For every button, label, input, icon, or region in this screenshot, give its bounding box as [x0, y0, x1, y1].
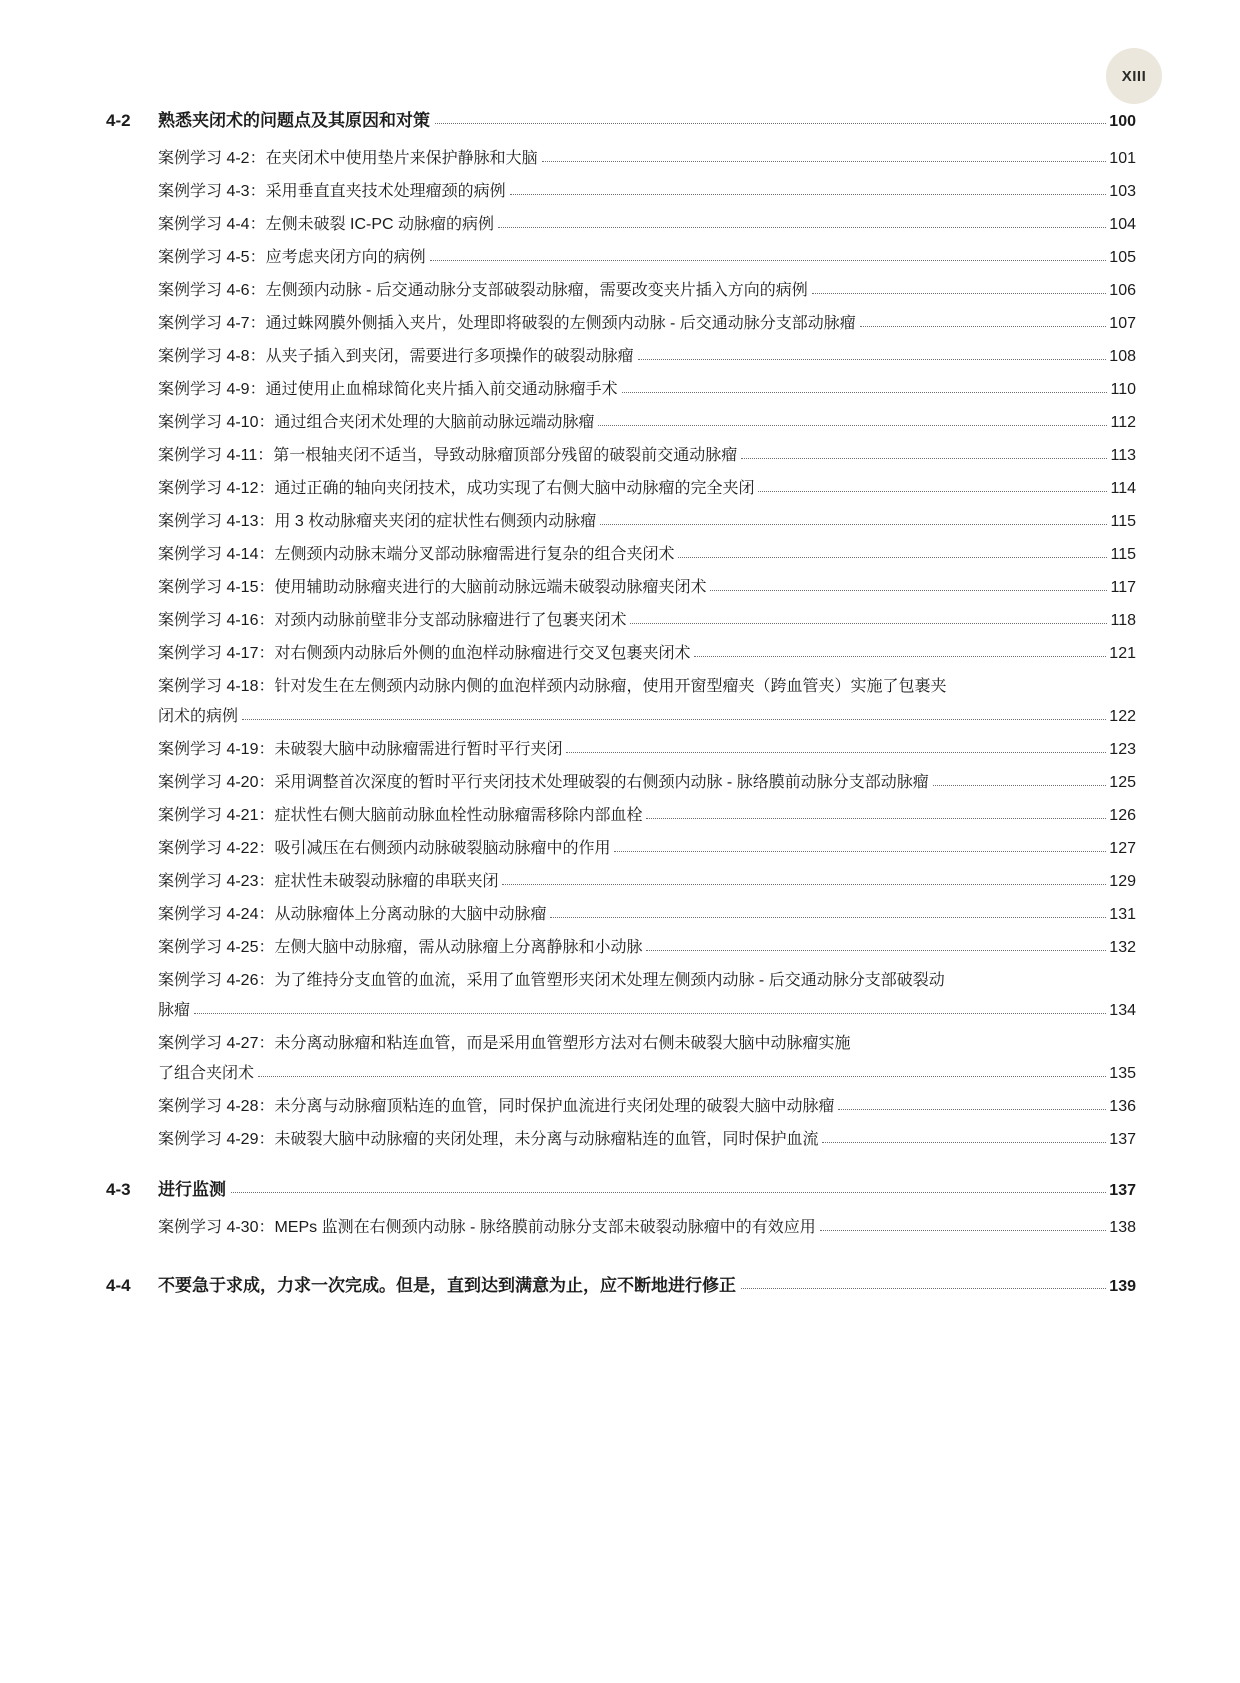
dot-leader [242, 718, 1106, 720]
entry-page-number: 115 [1110, 546, 1136, 563]
entry-label: 案例学习 4-9：通过使用止血棉球简化夹片插入前交通动脉瘤手术 [158, 381, 618, 398]
dot-leader [502, 883, 1106, 885]
toc-entry[interactable] [158, 802, 1136, 825]
toc-entry[interactable] [158, 1030, 1136, 1083]
entry-label: 案例学习 4-3：采用垂直直夹技术处理瘤颈的病例 [158, 183, 506, 200]
toc-entry[interactable] [158, 376, 1136, 399]
entry-label-line2: 脉瘤 [158, 1002, 191, 1019]
entry-label: 案例学习 4-14：左侧颈内动脉末端分叉部动脉瘤需进行复杂的组合夹闭术 [158, 546, 675, 563]
dot-leader [600, 523, 1107, 525]
toc-entry[interactable] [158, 835, 1136, 858]
entry-label-line1: 案例学习 4-26：为了维持分支血管的血流，采用了血管塑形夹闭术处理左侧颈内动脉 - 后交通动脉分支部破裂动 [158, 972, 945, 989]
entry-label: 案例学习 4-23：症状性未破裂动脉瘤的串联夹闭 [158, 873, 499, 890]
toc-entry[interactable] [158, 145, 1136, 168]
dot-leader [510, 193, 1107, 195]
entry-page-number: 126 [1109, 807, 1136, 824]
entry-page-number: 104 [1109, 216, 1136, 233]
section-title: 熟悉夹闭术的问题点及其原因和对策 [158, 111, 430, 130]
toc-entry[interactable] [158, 736, 1136, 759]
dot-leader [614, 850, 1106, 852]
toc-entry[interactable] [158, 934, 1136, 957]
dot-leader [498, 226, 1106, 228]
entry-page-number: 103 [1109, 183, 1136, 200]
entry-page-number: 107 [1109, 315, 1136, 332]
entry-label: 案例学习 4-4：左侧未破裂 IC-PC 动脉瘤的病例 [158, 216, 495, 233]
entry-page-number: 137 [1109, 1131, 1136, 1148]
section-page-number: 137 [1109, 1182, 1136, 1199]
entry-page-number: 122 [1109, 708, 1136, 725]
section-number: 4-3 [106, 1180, 131, 1199]
entry-page-number: 132 [1109, 939, 1136, 956]
entry-label: 案例学习 4-17：对右侧颈内动脉后外侧的血泡样动脉瘤进行交叉包裹夹闭术 [158, 645, 691, 662]
dot-leader [630, 622, 1107, 624]
entry-label: 案例学习 4-25：左侧大脑中动脉瘤，需从动脉瘤上分离静脉和小动脉 [158, 939, 643, 956]
entry-page-number: 127 [1109, 840, 1136, 857]
entry-label: 案例学习 4-21：症状性右侧大脑前动脉血栓性动脉瘤需移除内部血栓 [158, 807, 643, 824]
dot-leader [430, 259, 1107, 261]
toc-entry[interactable] [158, 1214, 1136, 1237]
entry-label: 案例学习 4-19：未破裂大脑中动脉瘤需进行暂时平行夹闭 [158, 741, 563, 758]
toc-entry[interactable] [158, 442, 1136, 465]
dot-leader [838, 1108, 1106, 1110]
toc-section-4-2[interactable] [106, 106, 1136, 131]
dot-leader [550, 916, 1106, 918]
toc-section-4-4[interactable] [106, 1271, 1136, 1296]
entry-page-number: 105 [1109, 249, 1136, 266]
toc-entry[interactable] [158, 868, 1136, 891]
toc-entry[interactable] [158, 673, 1136, 726]
entry-label: 案例学习 4-13：用 3 枚动脉瘤夹夹闭的症状性右侧颈内动脉瘤 [158, 513, 597, 530]
section-page-number: 139 [1109, 1278, 1136, 1295]
entry-label: 案例学习 4-2：在夹闭术中使用垫片来保护静脉和大脑 [158, 150, 538, 167]
dot-leader [646, 817, 1106, 819]
entry-label: 案例学习 4-29：未破裂大脑中动脉瘤的夹闭处理，未分离与动脉瘤粘连的血管，同时保护血流 [158, 1131, 819, 1148]
toc-section-4-3[interactable] [106, 1175, 1136, 1200]
toc-entry[interactable] [158, 1093, 1136, 1116]
toc-entry[interactable] [158, 178, 1136, 201]
page-number-badge: XIII [1106, 48, 1162, 104]
dot-leader [758, 490, 1107, 492]
entry-page-number: 106 [1109, 282, 1136, 299]
entry-page-number: 112 [1110, 414, 1136, 431]
toc-entry[interactable] [158, 409, 1136, 432]
entry-label: 案例学习 4-22：吸引减压在右侧颈内动脉破裂脑动脉瘤中的作用 [158, 840, 611, 857]
dot-leader [694, 655, 1106, 657]
entry-page-number: 117 [1110, 579, 1136, 596]
toc-entry[interactable] [158, 343, 1136, 366]
entry-page-number: 131 [1109, 906, 1136, 923]
entry-label-line2: 闭术的病例 [158, 708, 239, 725]
dot-leader [258, 1075, 1106, 1077]
entry-page-number: 118 [1110, 612, 1136, 629]
section-title: 进行监测 [158, 1180, 226, 1199]
entry-label: 案例学习 4-24：从动脉瘤体上分离动脉的大脑中动脉瘤 [158, 906, 547, 923]
dot-leader [194, 1012, 1106, 1014]
dot-leader [231, 1191, 1106, 1193]
dot-leader [646, 949, 1106, 951]
section-number: 4-2 [106, 111, 131, 130]
toc-entry[interactable] [158, 475, 1136, 498]
entry-label: 案例学习 4-6：左侧颈内动脉 - 后交通动脉分支部破裂动脉瘤，需要改变夹片插入方向的病例 [158, 282, 808, 299]
section-page-number: 100 [1109, 113, 1136, 130]
entry-label-line1: 案例学习 4-18：针对发生在左侧颈内动脉内侧的血泡样颈内动脉瘤，使用开窗型瘤夹（跨血管夹）实施了包裹夹 [158, 678, 947, 695]
entry-page-number: 136 [1109, 1098, 1136, 1115]
entry-page-number: 108 [1109, 348, 1136, 365]
toc-entry[interactable] [158, 310, 1136, 333]
dot-leader [820, 1229, 1106, 1231]
entry-label-line1: 案例学习 4-27：未分离动脉瘤和粘连血管，而是采用血管塑形方法对右侧未破裂大脑中动脉瘤实施 [158, 1035, 851, 1052]
toc-entry[interactable] [158, 769, 1136, 792]
entry-page-number: 135 [1109, 1065, 1136, 1082]
entry-label: 案例学习 4-20：采用调整首次深度的暂时平行夹闭技术处理破裂的右侧颈内动脉 - 脉络膜前动脉分支部动脉瘤 [158, 774, 929, 791]
toc-entry[interactable] [158, 244, 1136, 267]
entry-page-number: 114 [1110, 480, 1136, 497]
entry-label-line2: 了组合夹闭术 [158, 1065, 255, 1082]
toc-entry[interactable] [158, 277, 1136, 300]
table-of-contents [106, 100, 1136, 1310]
section-title: 不要急于求成，力求一次完成。但是，直到达到满意为止，应不断地进行修正 [158, 1276, 736, 1295]
entry-page-number: 129 [1109, 873, 1136, 890]
dot-leader [933, 784, 1107, 786]
toc-entry[interactable] [158, 211, 1136, 234]
entry-label: 案例学习 4-11：第一根轴夹闭不适当，导致动脉瘤顶部分残留的破裂前交通动脉瘤 [158, 447, 738, 464]
entry-page-number: 121 [1109, 645, 1136, 662]
entry-label: 案例学习 4-30：MEPs 监测在右侧颈内动脉 - 脉络膜前动脉分支部未破裂动脉瘤中的有效应用 [158, 1219, 816, 1236]
dot-leader [598, 424, 1107, 426]
entry-page-number: 125 [1109, 774, 1136, 791]
toc-entry[interactable] [158, 640, 1136, 663]
entry-page-number: 123 [1109, 741, 1136, 758]
toc-entry[interactable] [158, 574, 1136, 597]
dot-leader [741, 457, 1107, 459]
entry-page-number: 138 [1109, 1219, 1136, 1236]
entry-label: 案例学习 4-28：未分离与动脉瘤顶粘连的血管，同时保护血流进行夹闭处理的破裂大脑中动脉瘤 [158, 1098, 835, 1115]
entry-label: 案例学习 4-7：通过蛛网膜外侧插入夹片，处理即将破裂的左侧颈内动脉 - 后交通动脉分支部动脉瘤 [158, 315, 856, 332]
entry-label: 案例学习 4-10：通过组合夹闭术处理的大脑前动脉远端动脉瘤 [158, 414, 595, 431]
dot-leader [741, 1287, 1106, 1289]
dot-leader [622, 391, 1108, 393]
toc-entry[interactable] [158, 607, 1136, 630]
entry-label: 案例学习 4-12：通过正确的轴向夹闭技术，成功实现了右侧大脑中动脉瘤的完全夹闭 [158, 480, 755, 497]
dot-leader [812, 292, 1107, 294]
toc-entry[interactable] [158, 1126, 1136, 1149]
entry-page-number: 101 [1109, 150, 1136, 167]
entry-page-number: 134 [1109, 1002, 1136, 1019]
toc-entry[interactable] [158, 541, 1136, 564]
toc-entry[interactable] [158, 967, 1136, 1020]
dot-leader [638, 358, 1107, 360]
entry-label: 案例学习 4-8：从夹子插入到夹闭，需要进行多项操作的破裂动脉瘤 [158, 348, 634, 365]
toc-entry[interactable] [158, 901, 1136, 924]
entry-page-number: 115 [1110, 513, 1136, 530]
entry-page-number: 110 [1110, 381, 1136, 398]
entry-page-number: 113 [1110, 447, 1136, 464]
dot-leader [566, 751, 1106, 753]
dot-leader [860, 325, 1107, 327]
dot-leader [542, 160, 1107, 162]
entry-label: 案例学习 4-5：应考虑夹闭方向的病例 [158, 249, 426, 266]
dot-leader [710, 589, 1107, 591]
section-number: 4-4 [106, 1276, 131, 1295]
dot-leader [822, 1141, 1106, 1143]
dot-leader [435, 122, 1106, 124]
dot-leader [678, 556, 1107, 558]
toc-entry[interactable] [158, 508, 1136, 531]
entry-label: 案例学习 4-16：对颈内动脉前壁非分支部动脉瘤进行了包裹夹闭术 [158, 612, 627, 629]
entry-label: 案例学习 4-15：使用辅助动脉瘤夹进行的大脑前动脉远端未破裂动脉瘤夹闭术 [158, 579, 707, 596]
